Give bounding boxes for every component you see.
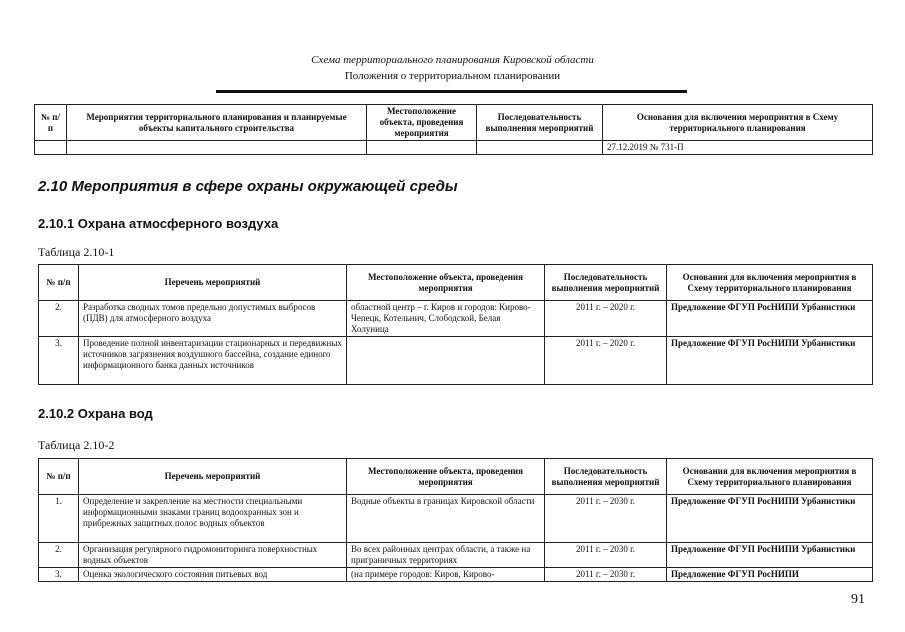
table-cell: Предложение ФГУП РосНИПИ xyxy=(667,568,873,582)
page-number: 91 xyxy=(851,592,865,607)
table-cell: Проведение полной инвентаризации стационарных и передвижных источников загрязнения воздушного бассейна, создание единого информационного банка данных источников xyxy=(79,337,347,385)
table-cell: Предложение ФГУП РосНИПИ Урбанистики xyxy=(667,495,873,543)
table-cell: Предложение ФГУП РосНИПИ Урбанистики xyxy=(667,337,873,385)
header-cell: Основания для включения мероприятия в Схему территориального планирования xyxy=(667,265,873,301)
header-cell: Перечень мероприятий xyxy=(79,459,347,495)
table-cell: Предложение ФГУП РосНИПИ Урбанистики xyxy=(667,543,873,568)
table-cell: Водные объекты в границах Кировской области xyxy=(347,495,545,543)
subsection-heading: 2.10.1 Охрана атмосферного воздуха xyxy=(38,216,279,231)
header-cell: Местоположение объекта, проведения мероприятия xyxy=(347,459,545,495)
subsection-heading: 2.10.2 Охрана вод xyxy=(38,406,153,421)
table-cell: Предложение ФГУП РосНИПИ Урбанистики xyxy=(667,301,873,337)
table-header-row xyxy=(35,105,873,141)
table-caption: Таблица 2.10-2 xyxy=(38,438,115,452)
table-cell: 27.12.2019 № 731-П xyxy=(603,141,873,155)
table-cell xyxy=(347,337,545,385)
section-heading: 2.10 Мероприятия в сфере охраны окружающей среды xyxy=(38,178,458,195)
header-cell: Последовательность выполнения мероприятий xyxy=(545,265,667,301)
table-cell: 2011 г. – 2020 г. xyxy=(545,337,667,385)
header-cell: № п/п xyxy=(39,265,79,301)
table-row xyxy=(39,568,873,582)
table-cell: Оценка экологического состояния питьевых вод xyxy=(79,568,347,582)
table-row xyxy=(39,301,873,337)
table-cell: Во всех районных центрах области, а также на приграничных территориях xyxy=(347,543,545,568)
table-cell: 2. xyxy=(39,301,79,337)
header-cell: Основания для включения мероприятия в Схему территориального планирования xyxy=(667,459,873,495)
header-cell: Основания для включения мероприятия в Схему территориального планирования xyxy=(603,105,873,141)
table-cell xyxy=(35,141,67,155)
table-cell: 2011 г. – 2030 г. xyxy=(545,543,667,568)
table-cell: Разработка сводных томов предельно допустимых выбросов (ПДВ) для атмосферного воздуха xyxy=(79,301,347,337)
table-cell xyxy=(367,141,477,155)
table-cell: 1. xyxy=(39,495,79,543)
header-cell: Последовательность выполнения мероприятий xyxy=(477,105,603,141)
header-cell: № п/п xyxy=(39,459,79,495)
water-protection-table xyxy=(38,458,873,582)
table-cell: 2011 г. – 2030 г. xyxy=(545,568,667,582)
table-header-row xyxy=(39,265,873,301)
table-cell: Организация регулярного гидромониторинга поверхностных водных объектов xyxy=(79,543,347,568)
table-cell xyxy=(67,141,367,155)
table-cell xyxy=(477,141,603,155)
table-cell: 2011 г. – 2020 г. xyxy=(545,301,667,337)
table-row xyxy=(39,495,873,543)
table-cell: Определение и закрепление на местности специальными информационными знаками границ водоохранных зон и прибрежных защитных полос водных объектов xyxy=(79,495,347,543)
header-cell: Местоположение объекта, проведения мероприятия xyxy=(367,105,477,141)
table-header-row xyxy=(39,459,873,495)
header-cell: № п/п xyxy=(35,105,67,141)
header-cell: Перечень мероприятий xyxy=(79,265,347,301)
document-title: Схема территориального планирования Кировской области xyxy=(311,54,594,66)
table-cell: областной центр – г. Киров и городов: Кирово-Чепецк, Котельнич, Слободской, Белая Холуница xyxy=(347,301,545,337)
header-cell: Местоположение объекта, проведения мероприятия xyxy=(347,265,545,301)
table-cell: 3. xyxy=(39,568,79,582)
table-row xyxy=(39,337,873,385)
air-protection-table xyxy=(38,264,873,385)
header-cell: Мероприятия территориального планирования и планируемые объекты капитального строительства xyxy=(67,105,367,141)
document-subtitle: Положения о территориальном планировании xyxy=(344,70,561,82)
header-cell: Последовательность выполнения мероприятий xyxy=(545,459,667,495)
continuation-table xyxy=(34,104,873,155)
table-cell: 3. xyxy=(39,337,79,385)
table-cell: 2011 г. – 2030 г. xyxy=(545,495,667,543)
table-cell: 2. xyxy=(39,543,79,568)
header-divider xyxy=(216,90,687,93)
table-row xyxy=(35,141,873,155)
table-caption: Таблица 2.10-1 xyxy=(38,245,115,259)
table-row xyxy=(39,543,873,568)
table-cell: (на примере городов: Киров, Кирово- xyxy=(347,568,545,582)
